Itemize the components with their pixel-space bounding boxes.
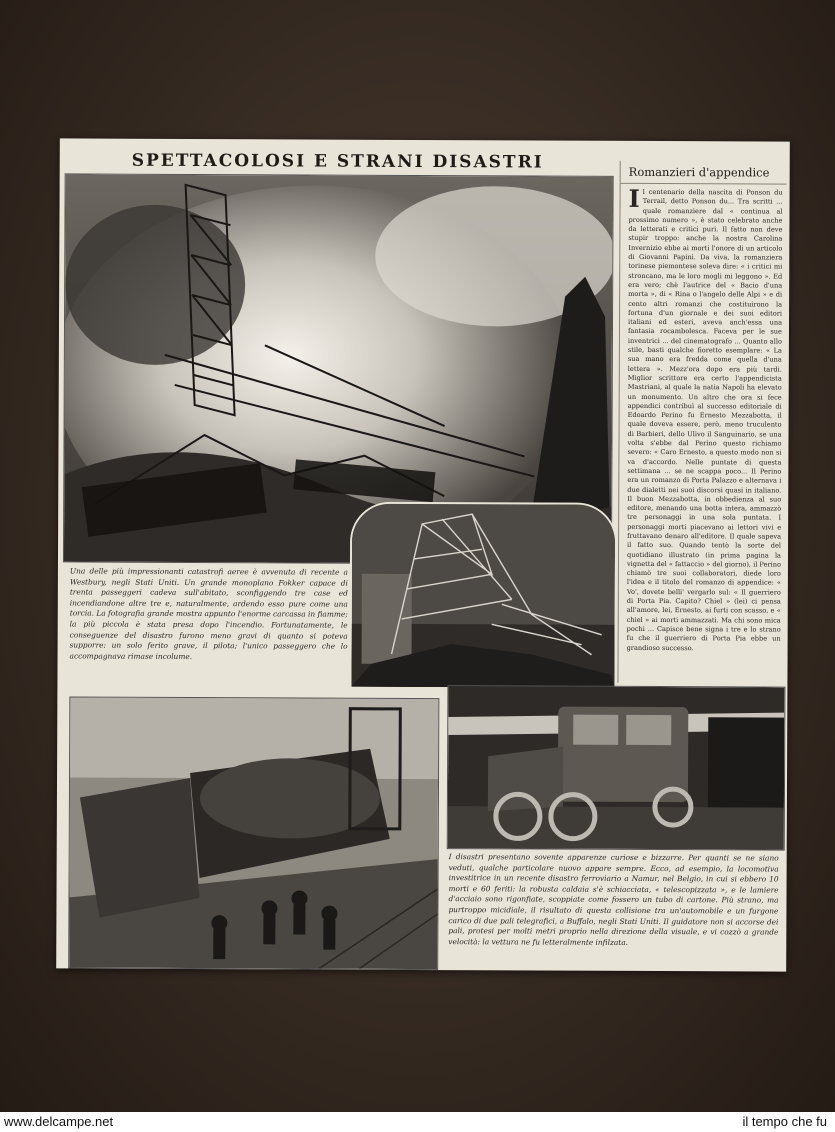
newspaper-clipping <box>56 138 790 971</box>
caption-bizarre-disasters: I disastri presentano sovente apparenze curiose e bizzarre. Per quanti se ne siano veduti, qualche particolare nuovo appare sempre. Ecco, ad esempio, la locomotiva investitrice in un recente disastro ferroviario a Namur, nel Belgio, in cui si ebbero 10 morti e 60 feriti: la robusta caldaia s'è schiacciata, « telescopizzata », e le lamiere d'acciaio sono rigonfiate, scoppiate come fossero un tubo di cartone. Più strano, ma purtroppo micidiale, il risultato di questa collisione tra un'automobile e un furgone carico di due pali telegrafici, a Buffalo, negli Stati Uniti. Il guidatore non si accorse dei pali, protesi per molti metri proprio nella direzione della visuale, e vi cozzò a grande velocità: la vettura ne fu letteralmente infilzata. <box>448 852 779 947</box>
page-headline: SPETTACOLOSI E STRANI DISASTRI <box>131 150 544 173</box>
sidebar-body <box>618 184 786 679</box>
sidebar-body-text: l centenario della nascita di Ponson du Terrail, detto Ponson du... Tra scritti ... quale romanziere dal « continua al prossimo numero », è stato celebrato anche da letterati e critici puri. Il fatto non deve stupir troppo: anche la nostra Carolina Invernizio ebbe ai morti l'onore di un articolo di Giovanni Papini. Da viva, la romanziera torinese piemontese soleva dire: « i critici mi stroncano, ma le loro mogli mi leggono ». Ed era vero; chè l'autrice del « Bacio d'una morta », di « Rina o l'angelo delle Alpi » e di cento altri romanzi che costituirono la fortuna d'un giornale e dei suoi editori italiani ed esteri, aveva anch'essa una fantasia rocambolesca. Faceva per le sue inventrici ... del cinematografo ... Quanto allo stile, basti qualche fioretto esemplare: « La sua mano era fredda come quella d'una lettera ». Mezz'ora dopo era più tardi. Miglior scrittore era certo l'appendicista Mastriani, al quale la natia Napoli ha elevato un monumento. Un altro che ora si fece appendici contribuì al successo editoriale di Edoardo Perino fu Ernesto Mezzabotta, il quale doveva essere, però, meno truculento di Barbieri, dello Ulivo il Sanguinario, se una volta s'ebbe dal Perino questo richiamo severo: « Caro Ernesto, a questo modo non si va d'accordo. Nelle puntate di questa settimana ... se ne scappa poco... Il Perino era un romanzo di Porta Palazzo e alternava i due dialetti nei suoi discorsi quasi in italiano. Il buon Mezzabotta, in obbedienza al suo editore, menando una botta intera, ammazzò tre personaggi in una sola puntata. I personaggi morti piacevano ai lettori vivi e fruttavano denaro all'editore. Il quale sapeva il fatto suo. Quando tentò la sorte del quotidiano illustrato (in prima pagina la vignetta del « fattaccio » del giorno), il Perino chiamò tre suoi collaboratori, diede loro l'idea e il titolo del romanzo di appendice: « Vo', dovete belli' vergarlo sul: « Il guerriero di Porta Pia. Capito? Chiel » (lei) ci pensa all'amore, lei, Ernesto, ai furti con scasso, e « chiel » ai morti ammazzati. Ma chi sono mica pochi ... Capisce bene signa i tre e lo strano fu che il guerriero di Porta Pia ebbe un grandioso successo. <box>626 187 783 652</box>
caption-plane-crash: Una delle più impressionanti catastrofi aeree è avvenuta di recente a Westbury, negli Stati Uniti. Un grande monoplano Fokker capace di trenta passeggeri cadeva sull'abitato, sconfiggendo tre case ed incendiandone altre tre e, naturalmente, ardendo esso pure come una torcia. La fotografia grande mostra appunto l'enorme carcassa in fiamme; la più piccola è stata presa dopo l'incendio. Fortunatamente, le conseguenze del disastro furono meno gravi di quanto si poteva supporre: un solo ferito grave, il pilota; l'unico passeggero che lo accompagnava rimase incolume. <box>69 566 348 661</box>
source-watermark: www.delcampe.net <box>4 1114 114 1129</box>
sidebar-article <box>617 161 786 684</box>
sidebar-title: Romanzieri d'appendice <box>621 161 787 185</box>
photo-car-impaled-by-poles <box>447 685 786 850</box>
photo-plane-carcass-after-fire <box>349 502 617 690</box>
photo-crushed-locomotive <box>68 696 439 970</box>
watermark-bar <box>0 1112 835 1132</box>
sidebar-dropcap: I <box>628 183 640 213</box>
seller-watermark: il tempo che fu <box>742 1114 827 1129</box>
